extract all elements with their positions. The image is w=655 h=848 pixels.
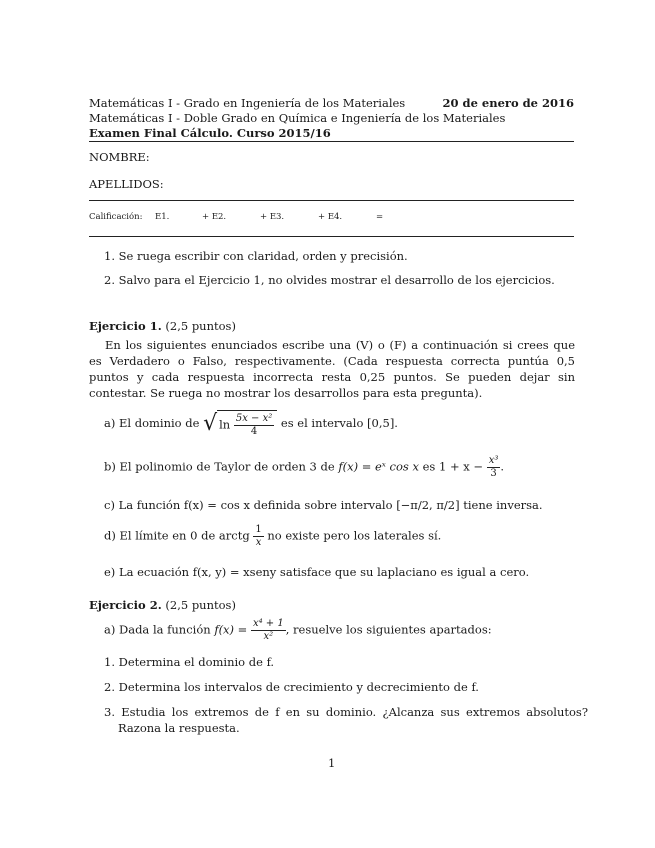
grade-label: Calificación: bbox=[89, 212, 143, 222]
ej2-a-fraction bbox=[251, 618, 286, 643]
ej2-subitem-1: 1. Determina el dominio de f. bbox=[104, 655, 275, 669]
grade-e4: + E4. bbox=[318, 212, 343, 222]
ej1-a-suffix: es el intervalo [0,5]. bbox=[280, 416, 398, 430]
ej1-b-numerator: x³ bbox=[488, 455, 499, 466]
ej1-intro: En los siguientes enunciados escribe una (V) o (F) a continuación si crees que es Verdadero o Falso, respectivamente. (Cada respuesta correcta puntúa 0,5 puntos y cada respuesta incorrecta resta 0,25 puntos. Se pueden dejar sin contestar. Se ruega no mostrar los desarrollos para esta pregunta). bbox=[89, 338, 575, 400]
ej1-item-a bbox=[104, 410, 398, 438]
sqrt-symbol: √ bbox=[203, 411, 218, 436]
grading-rule bbox=[89, 236, 574, 237]
ej2-a-suffix: , resuelve los siguientes apartados: bbox=[285, 622, 492, 637]
exam-title: Examen Final Cálculo. Curso 2015/16 bbox=[89, 126, 331, 140]
ej2-subitem-3: 3. Estudia los extremos de f en su dominio. ¿Alcanza sus extremos absolutos? Razona la respuesta. bbox=[104, 705, 588, 735]
ej1-b-function: f(x) = eˣ cos x bbox=[338, 459, 419, 474]
exam-date: 20 de enero de 2016 bbox=[442, 96, 574, 110]
ej1-a-numerator: 5x − x² bbox=[235, 413, 273, 424]
ej1-d-prefix: d) El límite en 0 de arctg bbox=[104, 528, 250, 543]
ej1-b-end: . bbox=[500, 459, 504, 474]
ej2-a-function: f(x) = bbox=[214, 622, 248, 637]
grade-e2: + E2. bbox=[202, 212, 227, 222]
ej1-item-d bbox=[104, 524, 441, 549]
ej2-item-a bbox=[104, 618, 492, 643]
ej1-a-prefix: a) El dominio de bbox=[104, 416, 200, 430]
ej2-title: Ejercicio 2. bbox=[89, 598, 162, 612]
ej1-b-denominator: 3 bbox=[490, 468, 497, 479]
header-rule bbox=[89, 141, 574, 142]
course-line-1: Matemáticas I - Grado en Ingeniería de los Materiales bbox=[89, 96, 406, 110]
ej1-item-b bbox=[104, 455, 504, 480]
ej2-heading bbox=[89, 598, 236, 612]
grade-total-equals: = bbox=[376, 212, 384, 222]
ej2-a-prefix: a) Dada la función bbox=[104, 622, 211, 637]
ej1-heading bbox=[89, 319, 236, 333]
page-number: 1 bbox=[328, 756, 336, 770]
ej1-d-numerator: 1 bbox=[255, 524, 262, 535]
ej1-d-denominator: x bbox=[255, 537, 262, 548]
grade-e3: + E3. bbox=[260, 212, 285, 222]
ej2-a-numerator: x⁴ + 1 bbox=[252, 618, 284, 629]
ej1-b-middle: es 1 + x − bbox=[422, 459, 484, 474]
ej1-b-fraction bbox=[487, 455, 501, 480]
apellidos-label: APELLIDOS: bbox=[89, 177, 164, 191]
instruction-2: 2. Salvo para el Ejercicio 1, no olvides mostrar el desarrollo de los ejercicios. bbox=[104, 273, 555, 287]
course-line-2: Matemáticas I - Doble Grado en Química e Ingeniería de los Materiales bbox=[89, 111, 506, 125]
ej1-a-fraction bbox=[234, 413, 274, 438]
ej1-item-c: c) La función f(x) = cos x definida sobre intervalo [−π/2, π/2] tiene inversa. bbox=[104, 498, 543, 512]
ej1-a-denominator: 4 bbox=[250, 426, 258, 437]
ej1-title: Ejercicio 1. bbox=[89, 319, 162, 333]
ej1-d-suffix: no existe pero los laterales sí. bbox=[267, 528, 442, 543]
ej1-item-e: e) La ecuación f(x, y) = xseny satisface que su laplaciano es igual a cero. bbox=[104, 565, 530, 579]
grade-e1: E1. bbox=[155, 212, 170, 222]
instruction-1: 1. Se ruega escribir con claridad, orden y precisión. bbox=[104, 249, 408, 263]
nombre-label: NOMBRE: bbox=[89, 150, 150, 164]
ln-text: ln bbox=[219, 417, 231, 432]
ej2-points: (2,5 puntos) bbox=[165, 598, 236, 612]
ej1-points: (2,5 puntos) bbox=[165, 319, 236, 333]
fields-rule bbox=[89, 200, 574, 201]
ej1-d-fraction bbox=[253, 524, 263, 549]
sqrt-radicand bbox=[217, 410, 277, 438]
ej1-b-prefix: b) El polinomio de Taylor de orden 3 de bbox=[104, 459, 335, 474]
ej2-a-denominator: x² bbox=[263, 631, 274, 642]
ej2-subitem-2: 2. Determina los intervalos de crecimiento y decrecimiento de f. bbox=[104, 680, 479, 694]
